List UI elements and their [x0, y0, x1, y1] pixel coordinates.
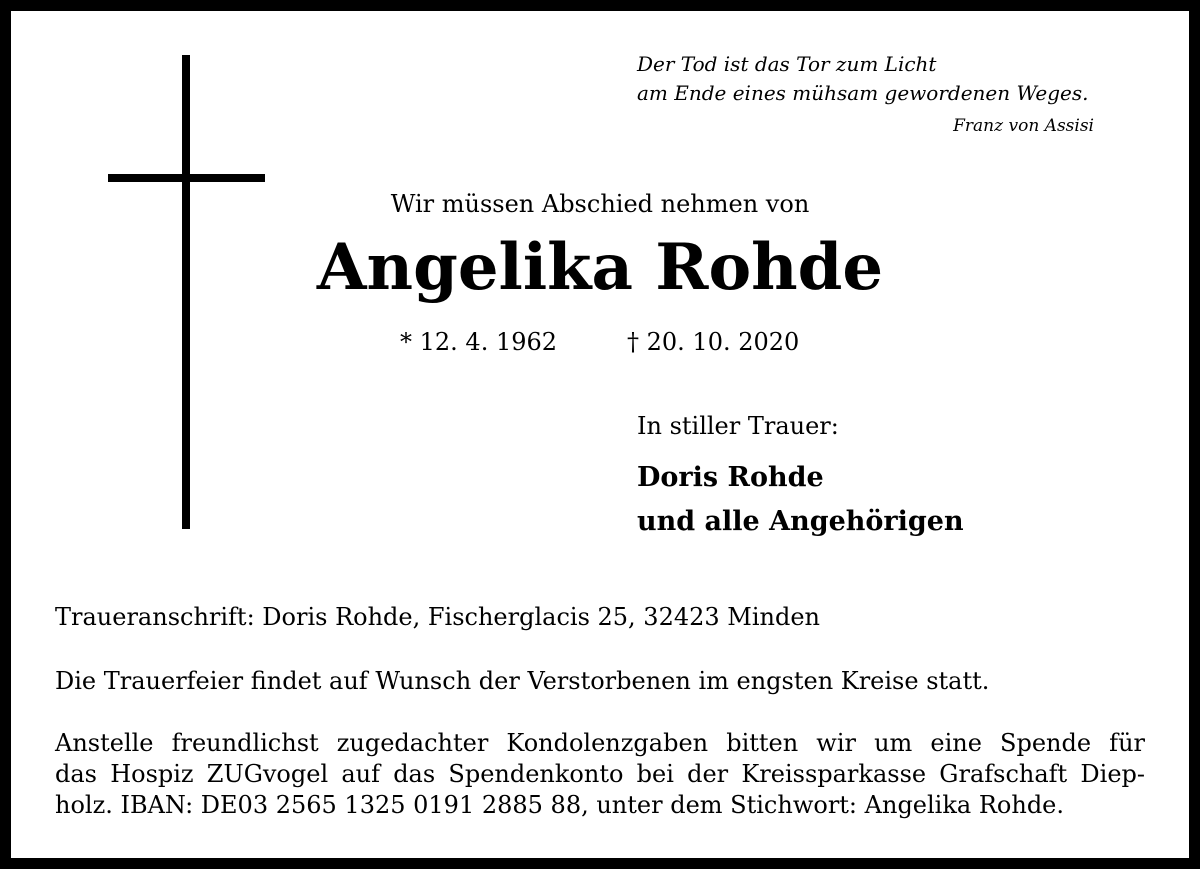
donation-line-2: das Hospiz ZUGvogel auf das Spendenkonto bei der Kreissparkasse Grafschaft Diep- — [55, 760, 1145, 788]
death-date: † 20. 10. 2020 — [627, 328, 800, 356]
birth-date: * 12. 4. 1962 — [400, 328, 558, 356]
donation-line-1: Anstelle freundlichst zugedachter Kondolenzgaben bitten wir um eine Spende für — [55, 729, 1145, 757]
quote-line-2: am Ende eines mühsam gewordenen Weges. — [637, 81, 1089, 105]
cross-icon-horizontal — [108, 174, 265, 182]
quote-author: Franz von Assisi — [953, 116, 1094, 136]
mourning-address: Traueranschrift: Doris Rohde, Fischerglacis 25, 32423 Minden — [55, 603, 821, 631]
mourners — [637, 456, 964, 544]
quote — [637, 50, 1089, 108]
mourner-line-2: und alle Angehörigen — [637, 506, 964, 537]
quote-line-1: Der Tod ist das Tor zum Licht — [637, 52, 937, 76]
farewell-intro: Wir müssen Abschied nehmen von — [390, 190, 810, 218]
ceremony-note: Die Trauerfeier findet auf Wunsch der Verstorbenen im engsten Kreise statt. — [55, 667, 990, 695]
mourning-label: In stiller Trauer: — [637, 412, 839, 440]
mourner-line-1: Doris Rohde — [637, 462, 824, 493]
donation-note — [55, 728, 1145, 821]
deceased-name: Angelika Rohde — [316, 230, 884, 305]
donation-line-3: holz. IBAN: DE03 2565 1325 0191 2885 88, unter dem Stichwort: Angelika Rohde. — [55, 791, 1065, 819]
